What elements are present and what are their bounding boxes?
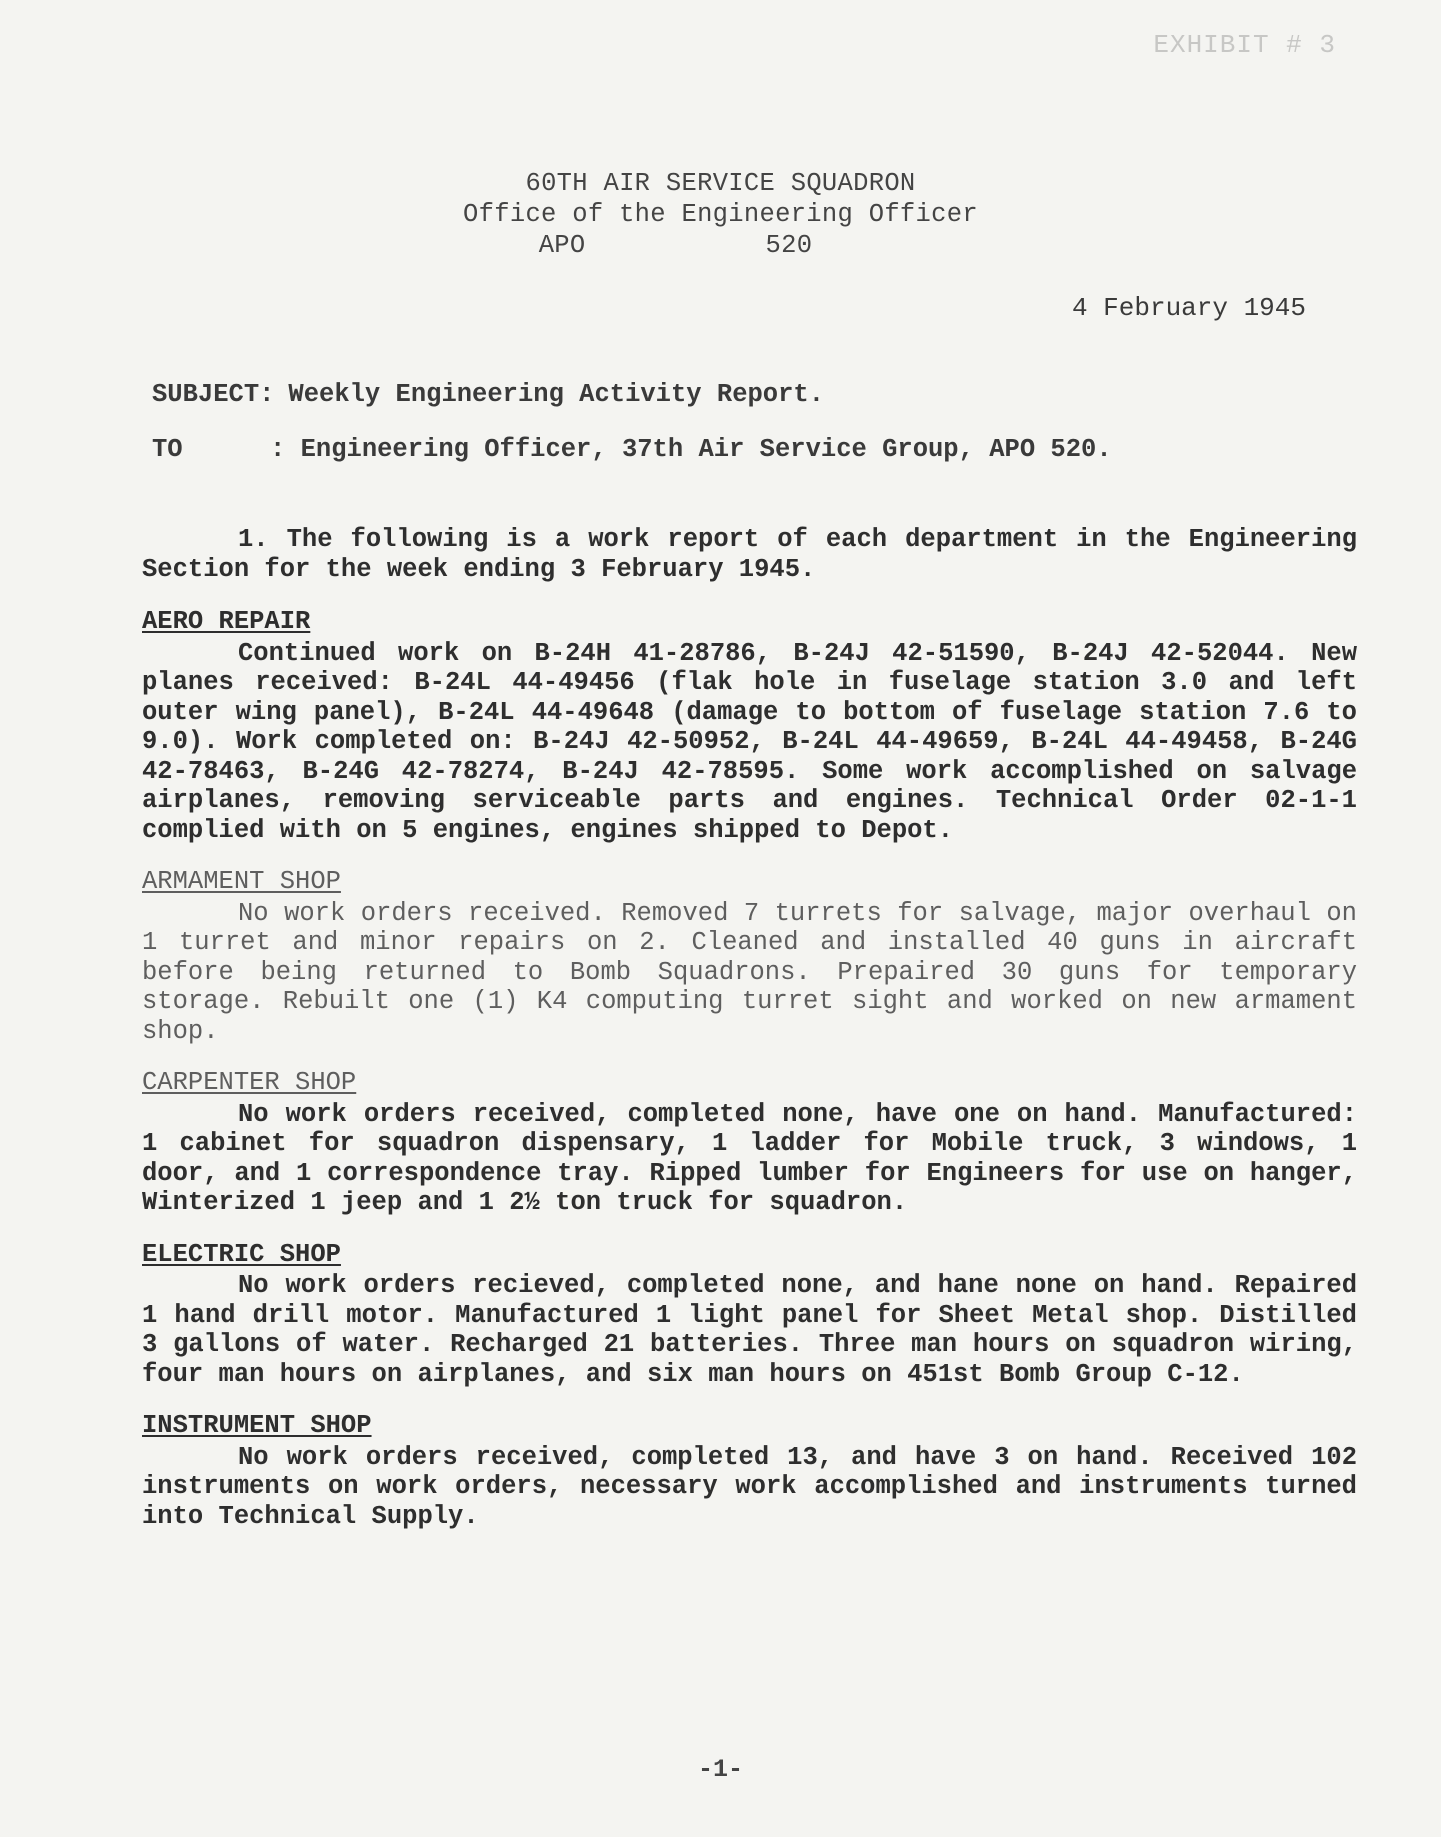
office-name: Office of the Engineering Officer bbox=[463, 200, 978, 229]
letterhead bbox=[0, 168, 1441, 261]
section-instrument-shop bbox=[142, 1411, 1357, 1531]
report-body bbox=[142, 525, 1357, 1553]
letter-date: 4 February 1945 bbox=[1071, 293, 1306, 323]
exhibit-stamp: EXHIBIT # 3 bbox=[1153, 30, 1336, 60]
subject-text: Weekly Engineering Activity Report. bbox=[288, 380, 825, 409]
section-text: No work orders received, completed 13, and have 3 on hand. Received 102 instruments on work orders, necessary work accomplished and instruments turned into Technical Supply. bbox=[142, 1442, 1357, 1531]
section-text: Continued work on B-24H 41-28786, B-24J 42-51590, B-24J 42-52044. New planes received: B-24L 44-49456 (flak hole in fuselage station 3.0 and left outer wing panel), B-24L 44-49648 (damage to bottom of fuselage station 7.6 to 9.0). Work completed on: B-24J 42-50952, B-24L 44-49659, B-24L 44-49458, B-24G 42-78463, B-24G 42-78274, B-24J 42-78595. Some work accomplished on salvage airplanes, removing serviceable parts and engines. Technical Order 02-1-1 complied with on 5 engines, engines shipped to Depot. bbox=[142, 638, 1357, 845]
subject-label: SUBJECT: bbox=[152, 380, 275, 409]
squadron-name: 60TH AIR SERVICE SQUADRON bbox=[525, 169, 916, 198]
section-title: ELECTRIC SHOP bbox=[142, 1239, 341, 1269]
section-text: No work orders received. Removed 7 turrets for salvage, major overhaul on 1 turret and minor repairs on 2. Cleaned and installed 40 guns in aircraft before being returned to Bomb Squadrons. Prepaired 30 guns for temporary storage. Rebuilt one (1) K4 computing turret sight and worked on new armament shop. bbox=[142, 898, 1357, 1046]
apo-label: APO bbox=[538, 231, 586, 260]
section-electric-shop bbox=[142, 1240, 1357, 1390]
to-text: : Engineering Officer, 37th Air Service Group, APO 520. bbox=[270, 435, 1112, 464]
to-label: TO bbox=[152, 435, 183, 464]
section-text: No work orders received, completed none, have one on hand. Manufactured: 1 cabinet for squadron dispensary, 1 ladder for Mobile truck, 3 windows, 1 door, and 1 correspondence tray. Ripped lumber for Engineers for use on hanger, Winterized 1 jeep and 1 2½ ton truck for squadron. bbox=[142, 1099, 1357, 1217]
apo-number: 520 bbox=[765, 231, 813, 260]
section-title: INSTRUMENT SHOP bbox=[142, 1411, 372, 1440]
apo-line bbox=[0, 230, 1441, 261]
section-title: CARPENTER SHOP bbox=[142, 1068, 357, 1097]
section-aero-repair bbox=[142, 607, 1357, 845]
page-number: -1- bbox=[697, 1755, 743, 1784]
subject-line bbox=[152, 380, 824, 409]
section-title: ARMAMENT SHOP bbox=[142, 867, 341, 896]
section-carpenter-shop bbox=[142, 1068, 1357, 1218]
section-text: No work orders recieved, completed none, and hane none on hand. Repaired 1 hand drill motor. Manufactured 1 light panel for Sheet Metal shop. Distilled 3 gallons of water. Recharged 21 batteries. Three man hours on squadron wiring, four man hours on airplanes, and six man hours on 451st Bomb Group C-12. bbox=[142, 1271, 1357, 1389]
intro-paragraph: 1. The following is a work report of each department in the Engineering Section for the week ending 3 February 1945. bbox=[142, 525, 1357, 584]
to-line bbox=[152, 435, 1112, 464]
section-armament-shop bbox=[142, 867, 1357, 1046]
section-title: AERO REPAIR bbox=[142, 607, 311, 636]
